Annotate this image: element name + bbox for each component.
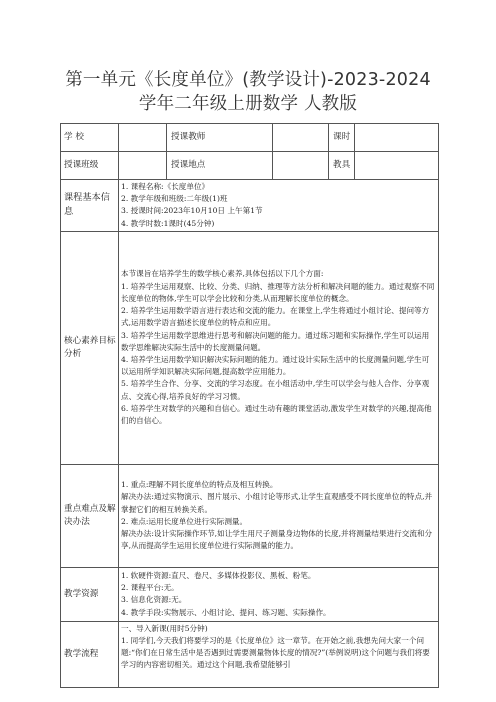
core-literacy-label: 核心素养目标分析	[61, 231, 119, 464]
core-literacy-item: 本节课旨在培养学生的数学核心素养,具体包括以下几个方面:	[121, 269, 324, 279]
core-literacy-item: 4. 培养学生运用数学知识解决实际问题的能力。通过设计实际生活中的长度测量问题,学生可以运用所学知识解决实际问题,提高数学应用能力。	[121, 354, 430, 377]
basic-info-item: 2. 教学年级和班级:二年级(1)班	[121, 194, 228, 204]
key-points-item: 解决办法:通过实物演示、图片展示、小组讨论等形式,让学生直观感受不同长度单位的特点,并掌握它们的相互转换关系。	[121, 492, 433, 514]
header-row-1	[61, 124, 439, 152]
key-points-item: 1. 重点:理解不同长度单位的特点及相互转换。	[121, 480, 278, 490]
class-value	[119, 152, 167, 180]
resources-item: 1. 软硬件资源:直尺、卷尺、多媒体投影仪、黑板、粉笔。	[121, 570, 316, 580]
tools-value	[355, 152, 439, 180]
core-literacy-item: 3. 培养学生运用数学思维进行思考和解决问题的能力。通过练习题和实际操作,学生可以运用数学思维解决实际生活中的长度测量问题。	[121, 330, 430, 352]
school-label: 学 校	[61, 124, 119, 152]
basic-info-item: 4. 教学时数:1课时(45分钟)	[121, 218, 215, 228]
teacher-label: 授课教师	[167, 124, 273, 152]
process-item: 一、导入新课(用时5分钟)	[121, 623, 208, 633]
resources-item: 4. 教学手段:实物展示、小组讨论、提问、练习题、实际操作。	[121, 607, 331, 617]
basic-info-row	[61, 180, 439, 232]
key-points-item: 2. 难点:运用长度单位进行实际测量。	[121, 516, 248, 526]
process-row	[61, 621, 439, 687]
hours-value	[355, 124, 439, 152]
header-row-2	[61, 152, 439, 180]
core-literacy-item: 1. 培养学生运用观察、比较、分类、归纳、推理等方法分析和解决问题的能力。通过观察不同长度单位的物体,学生可以学会比较和分类,从而理解长度单位的概念。	[121, 281, 435, 303]
teacher-value	[273, 124, 329, 152]
school-value	[119, 124, 167, 152]
place-label: 授课地点	[167, 152, 273, 180]
basic-info-label: 课程基本信息	[61, 180, 119, 232]
basic-info-item: 1. 课程名称:《长度单位》	[121, 182, 210, 191]
class-label: 授课班级	[61, 152, 119, 180]
resources-label: 教学资源	[61, 567, 119, 621]
document-title-line-1: 第一单元《长度单位》(教学设计)-2023-2024	[65, 70, 431, 90]
key-points-item: 解决办法:设计实际操作环节,如让学生用尺子测量身边物体的长度,并将测量结果进行交流和分享,从而提高学生运用长度单位进行实际测量的能力。	[121, 529, 433, 551]
core-literacy-content	[119, 231, 439, 464]
key-points-row	[61, 464, 439, 567]
process-content	[119, 621, 439, 687]
core-literacy-item: 5. 培养学生合作、分享、交流的学习态度。在小组活动中,学生可以学会与他人合作、分享观点、交流心得,培养良好的学习习惯。	[121, 379, 430, 401]
lesson-plan-table	[60, 123, 439, 688]
resources-content	[119, 567, 439, 621]
key-points-content	[119, 464, 439, 567]
key-points-label: 重点难点及解决办法	[61, 464, 119, 567]
resources-item: 3. 信息化资源:无。	[121, 595, 187, 605]
tools-label: 教具	[329, 152, 355, 180]
process-label: 教学流程	[61, 621, 119, 687]
resources-item: 2. 课程平台:无。	[121, 583, 179, 593]
document-title-line-2: 学年二年级上册数学 人教版	[138, 94, 358, 114]
core-literacy-item: 2. 培养学生运用数学语言进行表达和交流的能力。在课堂上,学生将通过小组讨论、提问等方式,运用数学语言描述长度单位的特点和应用。	[121, 306, 430, 328]
hours-label: 课时	[329, 124, 355, 152]
process-item: 1. 同学们,今天我们将要学习的是《长度单位》这一章节。在开始之前,我想先问大家一个问题:“你们在日常生活中是否遇到过需要测量物体长度的情况?”(举例说明)这个问题与我们将要学习的内容密切相关。通过这个问题,我希望能够引	[121, 636, 430, 670]
place-value	[273, 152, 329, 180]
core-literacy-row	[61, 231, 439, 464]
basic-info-content	[119, 180, 439, 232]
basic-info-item: 3. 授课时间:2023年10月10日 上午第1节	[121, 206, 263, 216]
core-literacy-item: 6. 培养学生对数学的兴趣和自信心。通过生动有趣的课堂活动,激发学生对数学的兴趣,提高他们的自信心。	[121, 403, 432, 425]
resources-row	[61, 567, 439, 621]
